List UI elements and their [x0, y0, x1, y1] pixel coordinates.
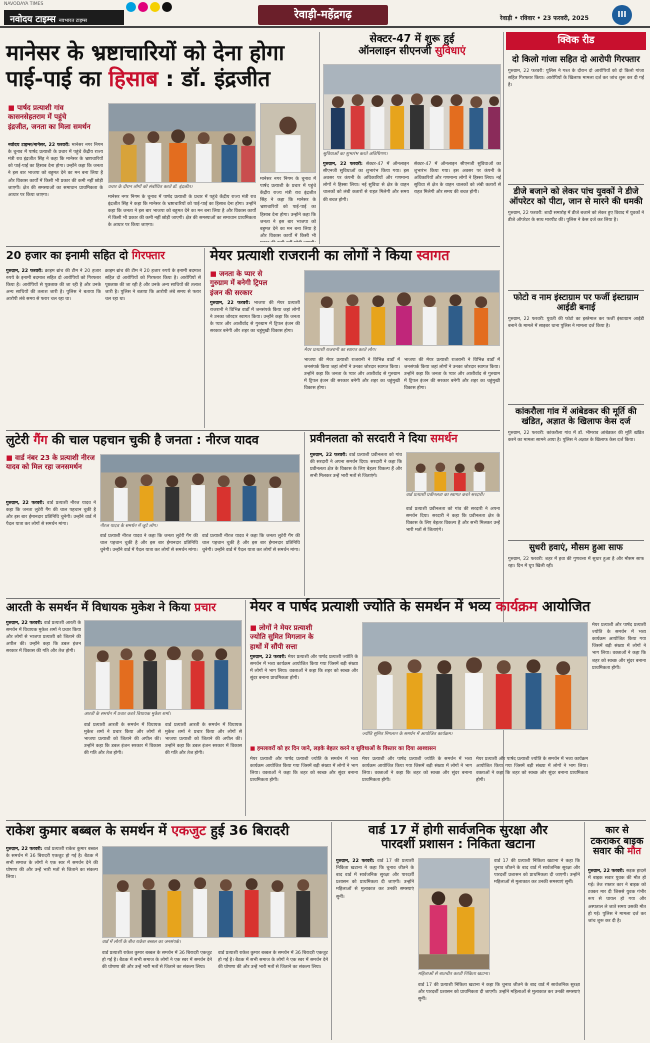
story1-body-3: [260, 176, 316, 242]
story5-text-cont: वार्ड प्रत्याशी नीरज यादव ने कहा कि जनता लुटेरी गैंग की चाल पहचान चुकी है और इस बार ईमानदार प्रतिनिधि चुनेगी। उन्होंने वार्ड में पैदल यात्रा कर लोगों से समर्थन मांगा।: [100, 534, 198, 554]
story10-text-cont: वार्ड 17 की प्रत्याशी निकिता खटाना ने कहा कि चुनाव जीतने के बाद वार्ड में सार्वजनिक सुरक्षा और पारदर्शी प्रशासन को प्राथमिकता दी जाएगी। उन्होंने महिलाओं से मुलाकात कर उनकी समस्याएं सुनीं।: [418, 983, 580, 1003]
speaker-photo: [261, 104, 315, 172]
sidebar-item-headline: कांकरौला गांव में आंबेडकर की मूर्ति की खंडित, अज्ञात के खिलाफ केस दर्ज: [515, 407, 637, 427]
story7-headline: [6, 601, 242, 614]
story5-text-cont2: वार्ड प्रत्याशी नीरज यादव ने कहा कि जनता लुटेरी गैंग की चाल पहचान चुकी है और इस बार ईमानदार प्रतिनिधि चुनेगी। उन्होंने वार्ड में पैदल यात्रा कर लोगों से समर्थन मांगा।: [202, 534, 300, 554]
story8-bullet-1: ■ लोगों ने मेयर प्रत्याशी: [250, 624, 358, 633]
story6-text-cont: वार्ड प्रत्याशी प्रवीनलता को गांव की सरदारी ने अपना समर्थन दिया। सरदारी ने कहा कि प्रवीनलता क्षेत्र के विकास के लिए बेहतर विकल्प हैं और सभी मिलकर उन्हें भारी मतों से जिताएंगे।: [406, 507, 500, 534]
story8-text-cont2: मेयर प्रत्याशी और पार्षद प्रत्याशी ज्योति के समर्थन में भव्य कार्यक्रम आयोजित किया गया जिसमें बड़ी संख्या में लोगों ने भाग लिया। वक्ताओं ने कहा कि शहर को स्वच्छ और सुंदर बनाना प्राथमिकता होगी।: [476, 757, 588, 784]
story6-headline-part: प्रवीनलता को सरदारी ने दिया: [310, 432, 431, 445]
newspaper-brand: [4, 10, 124, 25]
story4-body-col2: [304, 357, 400, 428]
sidebar-item: [508, 294, 644, 396]
story8-text-cont: मेयर प्रत्याशी और पार्षद प्रत्याशी ज्योति के समर्थन में भव्य कार्यक्रम आयोजित किया गया जिसमें बड़ी संख्या में लोगों ने भाग लिया। वक्ताओं ने कहा कि शहर को स्वच्छ और सुंदर बनाना प्राथमिकता होगी।: [362, 757, 472, 784]
story5-caption: नीरज यादव के समर्थन में जुटे लोग।: [100, 524, 158, 529]
story8-body-col3: [476, 756, 588, 816]
story8-text-b: मेयर प्रत्याशी और पार्षद प्रत्याशी ज्योति के समर्थन में भव्य कार्यक्रम आयोजित किया गया जिसमें बड़ी संख्या में लोगों ने भाग लिया। वक्ताओं ने कहा कि शहर को स्वच्छ और सुंदर बनाना प्राथमिकता होगी।: [250, 757, 358, 784]
story8-bullet-3: हाथों में सौंपी सत्ता: [250, 642, 298, 651]
story7-photo: [84, 620, 242, 710]
story8-text-cont3: मेयर प्रत्याशी और पार्षद प्रत्याशी ज्योति के समर्थन में भव्य कार्यक्रम आयोजित किया गया जिसमें बड़ी संख्या में लोगों ने भाग लिया। वक्ताओं ने कहा कि शहर को स्वच्छ और सुंदर बनाना प्राथमिकता होगी।: [592, 623, 646, 671]
story4-text-cont2: भाजपा की मेयर प्रत्याशी राजरानी ने विभिन्न वार्डों में जनसंपर्क किया जहां लोगों ने उनका जोरदार स्वागत किया। उन्होंने कहा कि जनता के प्यार और आशीर्वाद से गुरुग्राम में ट्रिपल इंजन की सरकार बनेगी और शहर का चहुंमुखी विकास होगा।: [404, 358, 500, 392]
story11-text: सड़क हादसे में बाइक सवार युवक की मौत हो गई। तेज रफ्तार कार ने बाइक को टक्कर मार दी जिससे युवक गंभीर रूप से घायल हो गया और अस्पताल ले जाते समय उसकी मौत हो गई। पुलिस ने मामला दर्ज कर जांच शुरू कर दी है।: [588, 869, 646, 924]
story3-headline-highlight: गिरफ्तार: [131, 249, 165, 262]
story9-headline-end: हुई 36 बिरादरी: [205, 823, 290, 839]
column-divider: [331, 822, 332, 1040]
story5-bullets: [6, 454, 96, 473]
column-divider: [584, 822, 585, 1040]
story1-caption: प्रचार के दौरान लोगों को संबोधित करते डॉ. इंद्रजीत।: [108, 185, 193, 190]
story8-photo: [362, 622, 588, 730]
column-divider: [204, 248, 205, 428]
story7-headline-highlight: प्रचार: [194, 600, 216, 614]
story4-headline: [210, 249, 500, 265]
column-divider: [304, 432, 305, 596]
story4-body-col1: [210, 300, 300, 428]
story7-headline-part: आरती के समर्थन में विधायक मुकेश ने किया: [6, 600, 195, 614]
story5-headline-end: की चाल पहचान चुकी है जनता : नीरज यादव: [47, 432, 259, 447]
story8-headline: [250, 600, 646, 616]
sidebar-item-body: गुरुग्राम, 22 फरवरी: कांकरौला गांव में डॉ. भीमराव आंबेडकर की मूर्ति खंडित करने का मामला सामने आया है। पुलिस ने अज्ञात के खिलाफ केस दर्ज किया।: [508, 430, 644, 443]
story11-headline-highlight: मौत: [627, 846, 641, 858]
story5-headline: [6, 433, 302, 447]
story10-body-col2: [418, 982, 580, 1040]
story1-body: [8, 142, 103, 242]
story2-body-col2: [414, 161, 501, 243]
divider: [508, 184, 644, 185]
story3-text: क्राइम ब्रांच की टीम ने 20 हजार रुपये के इनामी बदमाश सहित दो आरोपियों को गिरफ्तार किया है। आरोपियों से पूछताछ की जा रही है और उनके अन्य साथियों की तलाश जारी है। पुलिस ने बताया कि आरोपी लंबे समय से फरार चल रहा था।: [6, 269, 101, 303]
story8-headline-highlight: कार्यक्रम: [495, 599, 538, 615]
story3-headline: [6, 250, 202, 262]
story9-headline-highlight: एकजुट: [171, 823, 206, 839]
story4-headline-part: मेयर प्रत्याशी राजरानी का लोगों ने किया: [210, 248, 417, 264]
sidebar-header: क्विक रीड: [506, 32, 646, 50]
story5-body-col3: [202, 533, 300, 596]
sidebar-item-body: गुरुग्राम, 22 फरवरी: शहर में हवा की गुणवत्ता में सुधार हुआ है और मौसम साफ रहा। दिन में धूप खिली रही।: [508, 556, 644, 569]
supporters-photo: [101, 455, 299, 521]
story8-headline-end: आयोजित: [537, 599, 591, 615]
group-photo: [324, 65, 500, 149]
story7-text-cont: वार्ड प्रत्याशी आरती के समर्थन में विधायक मुकेश शर्मा ने प्रचार किया और लोगों से भाजपा प्रत्याशी को जिताने की अपील की। उन्होंने कहा कि डबल इंजन सरकार में विकास की गति और तेज होगी।: [84, 723, 161, 757]
edition-banner: रेवाड़ी-महेंद्रगढ़: [258, 5, 388, 25]
story8-headline-part: मेयर व पार्षद प्रत्याशी ज्योति के समर्थन में भव्य: [250, 599, 496, 615]
story1-headline-line1: मानेसर के भ्रष्टाचारियों को देना होगा: [6, 41, 285, 66]
story6-body-col2: [406, 506, 500, 596]
story1-dateline: नवोदय टाइम्स/मानेसर, 22 फरवरी:: [8, 143, 70, 148]
story1-body-2: [108, 194, 256, 242]
story3-text-cont: क्राइम ब्रांच की टीम ने 20 हजार रुपये के इनामी बदमाश सहित दो आरोपियों को गिरफ्तार किया है। आरोपियों से पूछताछ की जा रही है और उनके अन्य साथियों की तलाश जारी है। पुलिस ने बताया कि आरोपी लंबे समय से फरार चल रहा था।: [105, 269, 201, 303]
story6-body-col1: [310, 452, 402, 596]
story5-headline-part: लुटेरी: [6, 432, 34, 447]
story8-body-col2: [362, 756, 472, 816]
story6-headline: [310, 433, 500, 445]
story10-caption: महिलाओं से बातचीत करती निकिता खटाना।: [418, 972, 490, 977]
story10-headline: [336, 823, 580, 851]
story3-dateline: गुरुग्राम, 22 फरवरी:: [6, 269, 43, 274]
story4-caption: मेयर प्रत्याशी राजरानी का स्वागत करते लोग।: [304, 348, 377, 353]
story3-body-col2: [105, 268, 201, 428]
story10-body-col3: [494, 858, 580, 970]
story7-dateline: गुरुग्राम, 22 फरवरी:: [6, 621, 43, 626]
story4-text-cont: भाजपा की मेयर प्रत्याशी राजरानी ने विभिन्न वार्डों में जनसंपर्क किया जहां लोगों ने उनका जोरदार स्वागत किया। उन्होंने कहा कि जनता के प्यार और आशीर्वाद से गुरुग्राम में ट्रिपल इंजन की सरकार बनेगी और शहर का चहुंमुखी विकास होगा।: [304, 358, 400, 392]
story11-dateline: गुरुग्राम, 22 फरवरी:: [588, 869, 625, 874]
event-photo: [363, 623, 587, 729]
sidebar-item-body: गुरुग्राम, 22 फरवरी: पुलिस ने गश्त के दौरान दो आरोपियों को दो किलो गांजा सहित गिरफ्तार किया। आरोपियों के खिलाफ मामला दर्ज कर जांच शुरू कर दी गई है।: [508, 68, 644, 88]
sidebar-item-headline: सुधरी हवाएं, मौसम हुआ साफ: [529, 543, 623, 553]
story7-body-col1: [6, 620, 81, 816]
divider: [508, 540, 644, 541]
story1-headline-end: : डॉ. इंद्रजीत: [158, 67, 271, 93]
color-registration-strip: [126, 2, 172, 12]
story1-text-cont: मानेसर नगर निगम के चुनाव में पार्षद प्रत्याशी के प्रचार में पहुंचे केंद्रीय राज्य मंत्री राव इंद्रजीत सिंह ने कहा कि मानेसर के भ्रष्टाचारियों को पाई-पाई का हिसाब देना होगा। उन्होंने कहा कि जनता ने इस बार भाजपा को बहुमत देने का मन बना लिया है और विकास कार्यों में किसी भी प्रकार की कमी नहीं छोड़ी जाएगी। क्षेत्र की समस्याओं का समाधान प्राथमिकता के आधार पर किया जाएगा।: [108, 195, 256, 229]
story9-text: वार्ड प्रत्याशी राकेश कुमार बब्बल के समर्थन में 36 बिरादरी एकजुट हो गई है। बैठक में सभी समाज के लोगों ने एक स्वर में समर्थन देने की घोषणा की और उन्हें भारी मतों से जिताने का संकल्प लिया।: [6, 847, 98, 881]
sidebar-item-headline: दो किलो गांजा सहित दो आरोपी गिरफ्तार: [512, 55, 640, 65]
story8-body-col1b: [250, 756, 358, 816]
story8-body-col1: [250, 654, 358, 758]
sidebar-item: [508, 188, 644, 280]
story10-text: वार्ड 17 की प्रत्याशी निकिता खटाना ने कहा कि चुनाव जीतने के बाद वार्ड में सार्वजनिक सुरक्षा और पारदर्शी प्रशासन को प्राथमिकता दी जाएगी। उन्होंने महिलाओं से मुलाकात कर उनकी समस्याएं सुनीं।: [336, 859, 414, 900]
reg-text: NAVODAYA TIMES: [4, 2, 44, 7]
story10-photo: [418, 858, 490, 970]
story4-bullet-3: इंजन की सरकार: [210, 288, 253, 297]
story8-bullet-2: ज्योति सुमित मिगलान के: [250, 633, 314, 642]
story5-body-col2: [100, 533, 198, 596]
campaign-photo: [85, 621, 241, 709]
story2-body-col1: [323, 161, 409, 243]
sidebar-item: [508, 408, 644, 530]
story6-text: वार्ड प्रत्याशी प्रवीनलता को गांव की सरदारी ने अपना समर्थन दिया। सरदारी ने कहा कि प्रवीनलता क्षेत्र के विकास के लिए बेहतर विकल्प हैं और सभी मिलकर उन्हें भारी मतों से जिताएंगे।: [310, 453, 402, 480]
brand-subtitle: नवभारत टाइम्स: [58, 18, 88, 24]
story1-photo: [108, 103, 256, 183]
story7-body-col2: [84, 722, 161, 816]
story3-body-col1: [6, 268, 101, 428]
story7-caption: आरती के समर्थन में प्रचार करते विधायक मुकेश शर्मा।: [84, 712, 171, 717]
story6-photo: [406, 452, 500, 492]
sidebar-item-body: गुरुग्राम, 22 फरवरी: युवती की फोटो का इस्तेमाल कर फर्जी इंस्टाग्राम आईडी बनाने के मामले में साइबर थाना पुलिस ने मामला दर्ज किया है।: [508, 316, 644, 329]
story5-text: वार्ड प्रत्याशी नीरज यादव ने कहा कि जनता लुटेरी गैंग की चाल पहचान चुकी है और इस बार ईमानदार प्रतिनिधि चुनेगी। उन्होंने वार्ड में पैदल यात्रा कर लोगों से समर्थन मांगा।: [6, 501, 96, 528]
crowd-photo: [109, 104, 255, 182]
story9-dateline: गुरुग्राम, 22 फरवरी:: [6, 847, 43, 852]
section-divider: [6, 430, 500, 431]
sidebar-item-body: गुरुग्राम, 22 फरवरी: शादी समारोह में डीजे बजाने को लेकर हुए विवाद में युवकों ने डीजे ऑपरेटर के साथ मारपीट की। पुलिस ने केस दर्ज कर लिया है।: [508, 210, 644, 223]
story1-text: मानेसर नगर निगम के चुनाव में पार्षद प्रत्याशी के प्रचार में पहुंचे केंद्रीय राज्य मंत्री राव इंद्रजीत सिंह ने कहा कि मानेसर के भ्रष्टाचारियों को पाई-पाई का हिसाब देना होगा। उन्होंने कहा कि जनता ने इस बार भाजपा को बहुमत देने का मन बना लिया है और विकास कार्यों में किसी भी प्रकार की कमी नहीं छोड़ी जाएगी। क्षेत्र की समस्याओं का समाधान प्राथमिकता के आधार पर किया जाएगा।: [8, 143, 103, 198]
story3-headline-part: 20 हजार का इनामी सहित दो: [6, 249, 132, 262]
story4-headline-highlight: स्वागत: [416, 248, 450, 264]
sidebar-item: [508, 56, 644, 140]
story9-body-col3: [218, 950, 328, 1040]
story6-dateline: गुरुग्राम, 22 फरवरी:: [310, 453, 348, 458]
story10-text-cont2: वार्ड 17 की प्रत्याशी निकिता खटाना ने कहा कि चुनाव जीतने के बाद वार्ड में सार्वजनिक सुरक्षा और पारदर्शी प्रशासन को प्राथमिकता दी जाएगी। उन्होंने महिलाओं से मुलाकात कर उनकी समस्याएं सुनीं।: [494, 859, 580, 886]
divider: [508, 404, 644, 405]
story2-caption: सुविधाओं का शुभारंभ करते अतिथिगण।: [323, 152, 388, 157]
story11-headline-part: सवार की: [593, 846, 628, 858]
story9-headline: [6, 824, 328, 839]
story4-bullet-1: ■ जनता के प्यार से: [210, 270, 300, 279]
story9-body-col2: [102, 950, 212, 1040]
story1-headline-part: पाई-पाई का: [6, 67, 109, 93]
story4-dateline: गुरुग्राम, 22 फरवरी:: [210, 301, 251, 306]
divider: [508, 290, 644, 291]
story8-text: मेयर प्रत्याशी और पार्षद प्रत्याशी ज्योति के समर्थन में भव्य कार्यक्रम आयोजित किया गया जिसमें बड़ी संख्या में लोगों ने भाग लिया। वक्ताओं ने कहा कि शहर को स्वच्छ और सुंदर बनाना प्राथमिकता होगी।: [250, 655, 358, 682]
story1-bullet-1: ■ पार्षद प्रत्याशी गांव: [8, 104, 103, 113]
page-number: III: [612, 5, 632, 25]
welcome-photo: [305, 271, 499, 345]
story8-bottom-bullet: [250, 744, 588, 752]
story1-headline: [6, 42, 316, 92]
story2-text-cont: सेक्टर-47 में ऑनलाइन सीएनजी सुविधाओं का शुभारंभ किया गया। इस अवसर पर कंपनी के अधिकारियों और गणमान्य लोगों ने हिस्सा लिया। नई सुविधा से क्षेत्र के वाहन चालकों को लंबी कतारों से राहत मिलेगी और समय की बचत होगी।: [414, 162, 501, 196]
story8-body-col4: [592, 622, 646, 816]
column-divider: [319, 32, 320, 244]
story1-bullet-3: इंद्रजीत, जनता का मिला समर्थन: [8, 122, 91, 131]
story1-bullet-2: कासनसेहतराम में पहुंचे: [8, 113, 67, 122]
page-dateline: रेवाड़ी • रविवार • 23 फरवरी, 2025: [500, 15, 589, 22]
story10-headline-line2: पारदर्शी प्रशासन : निकिता खटाना: [381, 836, 535, 851]
sidebar-item: [508, 544, 644, 596]
story1-text-cont2: मानेसर नगर निगम के चुनाव में पार्षद प्रत्याशी के प्रचार में पहुंचे केंद्रीय राज्य मंत्री राव इंद्रजीत सिंह ने कहा कि मानेसर के भ्रष्टाचारियों को पाई-पाई का हिसाब देना होगा। उन्होंने कहा कि जनता ने इस बार भाजपा को बहुमत देने का मन बना लिया है और विकास कार्यों में किसी भी: [260, 177, 316, 239]
story4-photo: [304, 270, 500, 346]
story11-headline-line1: कार से: [605, 825, 629, 836]
story6-caption: वार्ड प्रत्याशी प्रवीनलता का स्वागत करते सरदारी।: [406, 493, 485, 498]
story4-bullet-2: गुरुग्राम में बनेगी ट्रिपल: [210, 279, 268, 288]
story5-body-col1: [6, 500, 96, 596]
story5-bullet: ■ वार्ड नंबर 23 के प्रत्याशी नीरज यादव को मिल रहा जनसमर्थन: [6, 454, 96, 473]
column-divider: [245, 600, 246, 816]
story4-text: भाजपा की मेयर प्रत्याशी राजरानी ने विभिन्न वार्डों में जनसंपर्क किया जहां लोगों ने उनका जोरदार स्वागत किया। उन्होंने कहा कि जनता के प्यार और आशीर्वाद से गुरुग्राम में ट्रिपल इंजन की सरकार बनेगी और शहर का चहुंमुखी विकास होगा।: [210, 301, 300, 335]
story9-headline-part: राकेश कुमार बब्बल के समर्थन में: [6, 823, 172, 839]
story9-text-cont2: वार्ड प्रत्याशी राकेश कुमार बब्बल के समर्थन में 36 बिरादरी एकजुट हो गई है। बैठक में सभी समाज के लोगों ने एक स्वर में समर्थन देने की घोषणा की और उन्हें भारी मतों से जिताने का संकल्प लिया।: [218, 951, 328, 971]
story1-headline-highlight: हिसाब: [108, 67, 159, 93]
story8-dateline: गुरुग्राम, 22 फरवरी:: [250, 655, 287, 660]
story2-headline-part: ऑनलाइन सीएनजी: [358, 44, 436, 57]
story4-body-col3: [404, 357, 500, 428]
babbal-photo: [103, 847, 327, 937]
story11-body: [588, 868, 646, 1040]
story8-caption: ज्योति सुमित मिगलान के समर्थन में आयोजित कार्यक्रम।: [362, 732, 453, 737]
story8-bullets: [250, 624, 358, 652]
story8-bottom-bullet-text: ■ हमलावरों को हर दिन जाने, लड़के बेहतर करने व सुविधाओं के विस्तार का दिया आश्वासन: [250, 746, 436, 752]
story5-photo: [100, 454, 300, 522]
story4-bullets: [210, 270, 300, 298]
story1-bullets: [8, 104, 103, 132]
story10-body-col1: [336, 858, 414, 1040]
story7-body-col3: [165, 722, 242, 816]
story10-headline-line1: वार्ड 17 में होगी सार्वजनिक सुरक्षा और: [368, 822, 548, 837]
story7-text-cont2: वार्ड प्रत्याशी आरती के समर्थन में विधायक मुकेश शर्मा ने प्रचार किया और लोगों से भाजपा प्रत्याशी को जिताने की अपील की। उन्होंने कहा कि डबल इंजन सरकार में विकास की गति और तेज होगी।: [165, 723, 242, 757]
story11-headline-line2: टकराकर बाइक: [590, 835, 644, 847]
story11-headline: [588, 826, 646, 858]
story2-photo: [323, 64, 501, 150]
story10-dateline: गुरुग्राम, 22 फरवरी:: [336, 859, 375, 864]
story5-dateline: गुरुग्राम, 22 फरवरी:: [6, 501, 45, 506]
sardari-photo: [407, 453, 499, 491]
story9-caption: वार्ड में लोगों के बीच राकेश बब्बल का जनसंपर्क।: [102, 940, 181, 945]
story2-headline-highlight: सुविधाएं: [435, 44, 466, 57]
sidebar-item-headline: फोटो व नाम इंस्टाग्राम पर फर्जी इंस्टाग्राम आईडी बनाई: [513, 293, 639, 313]
section-divider: [6, 246, 500, 247]
story1-photo-2: [260, 103, 316, 173]
story2-headline-line1: सेक्टर-47 में शुरू हुई: [369, 33, 455, 45]
story2-dateline: गुरुग्राम, 22 फरवरी:: [323, 162, 363, 167]
brand-name: नवोदय टाइम्स: [10, 15, 56, 25]
story2-text: सेक्टर-47 में ऑनलाइन सीएनजी सुविधाओं का शुभारंभ किया गया। इस अवसर पर कंपनी के अधिकारियों और गणमान्य लोगों ने हिस्सा लिया। नई सुविधा से क्षेत्र के वाहन चालकों को लंबी कतारों से राहत मिलेगी और समय की बचत होगी।: [323, 162, 409, 203]
story2-headline: [323, 34, 501, 58]
story9-text-cont: वार्ड प्रत्याशी राकेश कुमार बब्बल के समर्थन में 36 बिरादरी एकजुट हो गई है। बैठक में सभी समाज के लोगों ने एक स्वर में समर्थन देने की घोषणा की और उन्हें भारी मतों से जिताने का संकल्प लिया।: [102, 951, 212, 971]
story5-headline-highlight: गैंग: [33, 432, 48, 447]
story7-text: वार्ड प्रत्याशी आरती के समर्थन में विधायक मुकेश शर्मा ने प्रचार किया और लोगों से भाजपा प्रत्याशी को जिताने की अपील की। उन्होंने कहा कि डबल इंजन सरकार में विकास की गति और तेज होगी।: [6, 621, 81, 655]
story9-body-col1: [6, 846, 98, 1040]
sidebar-item-headline: डीजे बजाने को लेकर पांच युवकों ने डीजे ऑपरेटर को पीटा, जान से मारने की धमकी: [509, 187, 643, 207]
story9-photo: [102, 846, 328, 938]
nikita-photo: [419, 859, 489, 969]
section-divider: [6, 820, 646, 821]
story6-headline-highlight: समर्थन: [430, 432, 458, 445]
